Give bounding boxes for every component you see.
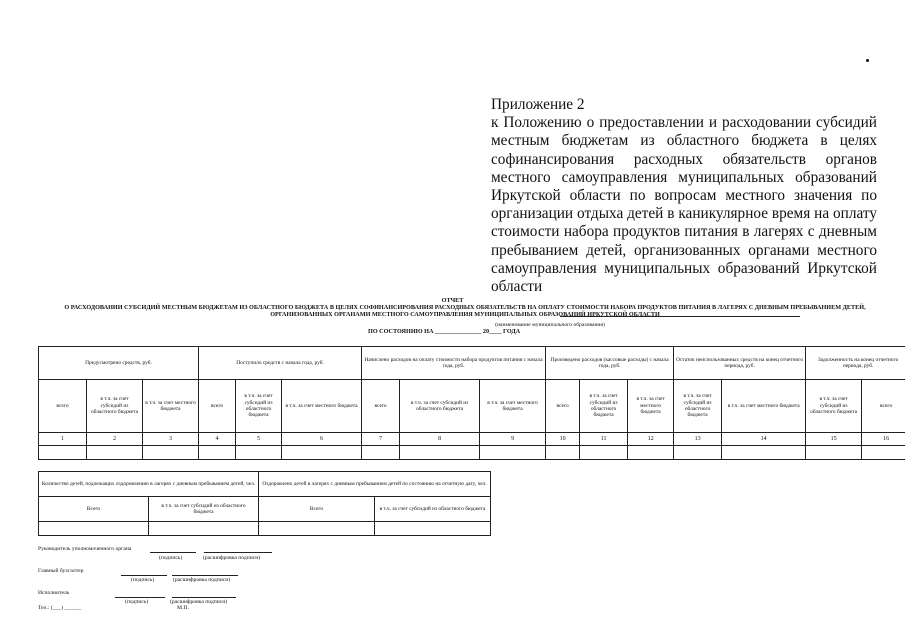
- children-table: [38, 471, 491, 536]
- table-group-header-row: [39, 347, 905, 380]
- empty-cell: [87, 446, 143, 460]
- executor-sign-caption: (подпись): [125, 599, 149, 605]
- group-header-cell: Задолженность на конец отчетного периода, руб.: [806, 347, 905, 380]
- empty-cell: [722, 446, 806, 460]
- column-number-cell: 1: [39, 433, 87, 446]
- subheader-cell: в т.ч. за счет местного бюджета: [628, 380, 674, 433]
- children-subheader-cell: Всего: [259, 497, 375, 522]
- column-number-cell: 4: [199, 433, 236, 446]
- empty-cell: [143, 446, 199, 460]
- column-number-cell: 3: [143, 433, 199, 446]
- group-header-cell: Произведено расходов (кассовые расходы) с начала года, руб.: [546, 347, 674, 380]
- executor-decode-caption: (расшифровка подписи): [170, 599, 228, 605]
- empty-cell: [282, 446, 362, 460]
- column-number-cell: 12: [628, 433, 674, 446]
- column-number-cell: 15: [806, 433, 862, 446]
- subheader-cell: в т.ч. за счет местного бюджета: [282, 380, 362, 433]
- stamp-label: М.П.: [177, 605, 189, 611]
- children-empty-row: [39, 522, 491, 536]
- head-sign-line: [150, 552, 196, 553]
- group-header-cell: Остаток неиспользованных средств на конец отчетного периода, руб.: [674, 347, 806, 380]
- head-sign-caption: (подпись): [159, 555, 183, 561]
- head-label: Руководитель уполномоченного органа: [38, 546, 132, 552]
- appendix-title: Приложение 2: [491, 96, 585, 113]
- empty-cell: [375, 522, 491, 536]
- subheader-cell: всего: [546, 380, 580, 433]
- subheader-cell: в т.ч. за счет субсидий из областного бюджета: [87, 380, 143, 433]
- empty-cell: [480, 446, 546, 460]
- head-decode-line: [204, 552, 272, 553]
- children-subheader-cell: в т.ч. за счет субсидий из областного бюджета: [375, 497, 491, 522]
- accountant-decode-caption: (расшифровка подписи): [173, 577, 231, 583]
- column-number-cell: 2: [87, 433, 143, 446]
- subheader-cell: в т.ч. за счет местного бюджета: [143, 380, 199, 433]
- empty-cell: [39, 522, 149, 536]
- table-subheader-row: [39, 380, 905, 433]
- appendix-text: к Положению о предоставлении и расходовании субсидий местным бюджетам из областного бюджета в целях софинансирования расходных обязательств органов местного самоуправления муниципальных образований Иркутской области по вопросам местного значения по организации отдыха детей в каникулярное время на оплату стоимости набора продуктов питания в лагерях с дневным пребыванием детей, организованных органами местного самоуправления муниципальных образований Иркутской области: [491, 114, 877, 296]
- column-number-cell: 7: [362, 433, 400, 446]
- subheader-cell: всего: [39, 380, 87, 433]
- subheader-cell: в т.ч. за счет местного бюджета: [480, 380, 546, 433]
- municipality-label: (наименование муниципального образования): [495, 322, 605, 328]
- column-number-cell: 8: [400, 433, 480, 446]
- group-header-cell: Поступило средств с начала года, руб.: [199, 347, 362, 380]
- children-group-header-cell: Количество детей, подлежащих оздоровлению в лагерях с дневным пребыванием детей, чел.: [39, 472, 259, 497]
- report-date-line: ПО СОСТОЯНИЮ НА _______________ 20____ ГОДА: [368, 328, 521, 335]
- subheader-cell: в т.ч. за счет субсидий из областного бюджета: [580, 380, 628, 433]
- accountant-label: Главный бухгалтер: [38, 568, 84, 574]
- empty-cell: [580, 446, 628, 460]
- empty-cell: [259, 522, 375, 536]
- report-title: ОТЧЕТ: [441, 297, 464, 304]
- table-empty-row: [39, 446, 905, 460]
- empty-cell: [628, 446, 674, 460]
- table-number-row: [39, 433, 905, 446]
- empty-cell: [674, 446, 722, 460]
- subheader-cell: всего: [199, 380, 236, 433]
- accountant-sign-caption: (подпись): [131, 577, 155, 583]
- subheader-cell: в т.ч. за счет местного бюджета: [722, 380, 806, 433]
- column-number-cell: 5: [236, 433, 282, 446]
- head-decode-caption: (расшифровка подписи): [203, 555, 261, 561]
- empty-cell: [546, 446, 580, 460]
- empty-cell: [199, 446, 236, 460]
- empty-cell: [362, 446, 400, 460]
- children-subheader-cell: Всего: [39, 497, 149, 522]
- group-header-cell: Предусмотрено средств, руб.: [39, 347, 199, 380]
- accountant-sign-line: [121, 575, 167, 576]
- column-number-cell: 6: [282, 433, 362, 446]
- empty-cell: [149, 522, 259, 536]
- subheader-cell: в т.ч. за счет субсидий из областного бюджета: [674, 380, 722, 433]
- subheader-cell: в т.ч. за счет субсидий из областного бюджета: [400, 380, 480, 433]
- subheader-cell: в т.ч. за счет субсидий из областного бюджета: [806, 380, 862, 433]
- executor-sign-line: [115, 597, 165, 598]
- children-group-header-row: [39, 472, 491, 497]
- children-subheader-cell: в т.ч. за счет субсидий из областного бюджета: [149, 497, 259, 522]
- column-number-cell: 11: [580, 433, 628, 446]
- group-header-cell: Начислено расходов на оплату стоимости набора продуктов питания с начала года, руб.: [362, 347, 546, 380]
- empty-cell: [236, 446, 282, 460]
- municipality-blank-line: [560, 316, 800, 317]
- empty-cell: [400, 446, 480, 460]
- column-number-cell: 14: [722, 433, 806, 446]
- expenditure-table: [38, 346, 905, 460]
- scan-dot: [866, 59, 869, 62]
- report-subject: О РАСХОДОВАНИИ СУБСИДИЙ МЕСТНЫМ БЮДЖЕТАМ ИЗ ОБЛАСТНОГО БЮДЖЕТА В ЦЕЛЯХ СОФИНАНСИРОВАНИЯ РАСХОДНЫХ ОБЯЗАТЕЛЬСТВ НА ОПЛАТУ СТОИМОСТИ НАБОРА ПРОДУКТОВ ПИТАНИЯ В ЛАГЕРЯХ С ДНЕВНЫМ ПРЕБЫВАНИЕМ ДЕТЕЙ, ОРГАНИЗОВАННЫХ ОРГАНАМИ МЕСТНОГО САМОУПРАВЛЕНИЯ МУНИЦИПАЛЬНЫХ ОБРАЗОВАНИЙ ИРКУТСКОЙ ОБЛАСТИ: [64, 304, 866, 318]
- accountant-decode-line: [172, 575, 238, 576]
- column-number-cell: 9: [480, 433, 546, 446]
- empty-cell: [862, 446, 905, 460]
- children-subheader-row: [39, 497, 491, 522]
- executor-label: Исполнитель: [38, 590, 70, 596]
- empty-cell: [39, 446, 87, 460]
- children-group-header-cell: Оздоровлено детей в лагерях с дневным пребыванием детей по состоянию на отчетную дату, чел.: [259, 472, 491, 497]
- column-number-cell: 10: [546, 433, 580, 446]
- phone-line: Тел.: (___) ______: [38, 605, 82, 611]
- subheader-cell: всего: [862, 380, 905, 433]
- appendix-block: [491, 96, 877, 296]
- subheader-cell: в т.ч. за счет субсидий из областного бюджета: [236, 380, 282, 433]
- executor-decode-line: [172, 597, 236, 598]
- column-number-cell: 16: [862, 433, 905, 446]
- empty-cell: [806, 446, 862, 460]
- column-number-cell: 13: [674, 433, 722, 446]
- subheader-cell: всего: [362, 380, 400, 433]
